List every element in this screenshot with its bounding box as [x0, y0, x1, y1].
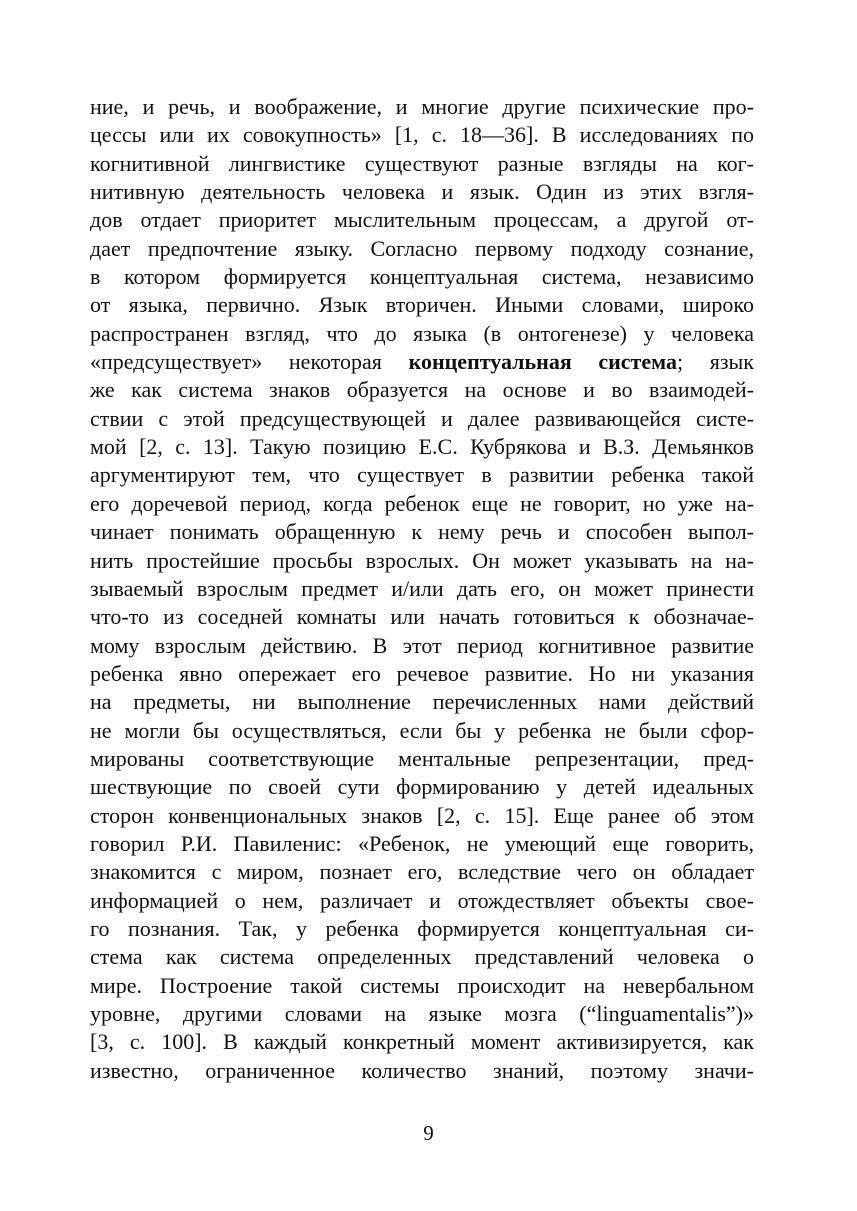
text-line: мире. Построение такой системы происходит на невербальном	[90, 972, 754, 998]
text-line: шествующие по своей сути формированию у детей идеальных	[90, 774, 754, 800]
text-line: цессы или их совокупность» [1, с. 18—36]. В исследованиях по	[90, 122, 754, 148]
text-line: в котором формируется концептуальная система, независимо	[90, 264, 754, 290]
text-line: ребенка явно опережает его речевое развитие. Но ни указания	[90, 660, 754, 686]
text-line: сторон конвенциональных знаков [2, с. 15]. Еще ранее об этом	[90, 802, 754, 828]
text-line: дает предпочтение языку. Согласно первому подходу сознание,	[90, 235, 754, 261]
bold-term: концептуальная система	[408, 349, 677, 375]
text-line: его доречевой период, когда ребенок еще не говорит, но уже на-	[90, 490, 754, 516]
text-line: же как система знаков образуется на основе и во взаимодей-	[90, 377, 754, 403]
page-number: 9	[423, 1121, 434, 1145]
text-line: знакомится с миром, познает его, вследствие чего он обладает	[90, 859, 754, 885]
text-line: го познания. Так, у ребенка формируется концептуальная си-	[90, 915, 754, 941]
text-line: ствии с этой предсуществующей и далее развивающейся систе-	[90, 405, 754, 431]
text-line: говорил Р.И. Павиленис: «Ребенок, не умеющий еще говорить,	[90, 830, 754, 856]
text-line: на предметы, ни выполнение перечисленных нами действий	[90, 689, 754, 715]
text-segment: «предсуществует» некоторая	[90, 349, 409, 375]
text-line: аргументируют тем, что существует в развитии ребенка такой	[90, 462, 754, 488]
text-line: от языка, первично. Язык вторичен. Иными словами, широко	[90, 292, 754, 318]
text-line: чинает понимать обращенную к нему речь и способен выпол-	[90, 519, 754, 545]
text-line: мой [2, с. 13]. Такую позицию Е.С. Кубрякова и В.З. Демьянков	[90, 434, 754, 460]
text-line: нить простейшие просьбы взрослых. Он может указывать на на-	[90, 547, 754, 573]
text-line: зываемый взрослым предмет и/или дать его, он может принести	[90, 575, 754, 601]
body-text	[90, 93, 754, 1085]
text-line: когнитивной лингвистике существуют разные взгляды на ког-	[90, 150, 754, 176]
text-line: что-то из соседней комнаты или начать готовиться к обозначае-	[90, 604, 754, 630]
text-line: мированы соответствующие ментальные репрезентации, пред-	[90, 745, 754, 771]
text-line: [3, с. 100]. В каждый конкретный момент активизируется, как	[90, 1029, 754, 1055]
text-line: не могли бы осуществляться, если бы у ребенка не были сфор-	[90, 717, 754, 743]
text-line: известно, ограниченное количество знаний, поэтому значи-	[90, 1057, 754, 1083]
text-line	[90, 348, 754, 376]
text-line: ние, и речь, и воображение, и многие другие психические про-	[90, 94, 754, 119]
text-line: распространен взгляд, что до языка (в онтогенезе) у человека	[90, 320, 754, 346]
text-line: дов отдает приоритет мыслительным процессам, а другой от-	[90, 207, 754, 233]
text-line: уровне, другими словами на языке мозга (“linguamentalis”)»	[90, 1001, 754, 1026]
text-line: нитивную деятельность человека и язык. Один из этих взгля-	[90, 179, 754, 205]
text-line: стема как система определенных представлений человека о	[90, 944, 754, 970]
text-segment: ; язык	[676, 349, 754, 375]
text-line: информацией о нем, различает и отождествляет объекты свое-	[90, 887, 754, 913]
text-line: мому взрослым действию. В этот период когнитивное развитие	[90, 632, 754, 658]
